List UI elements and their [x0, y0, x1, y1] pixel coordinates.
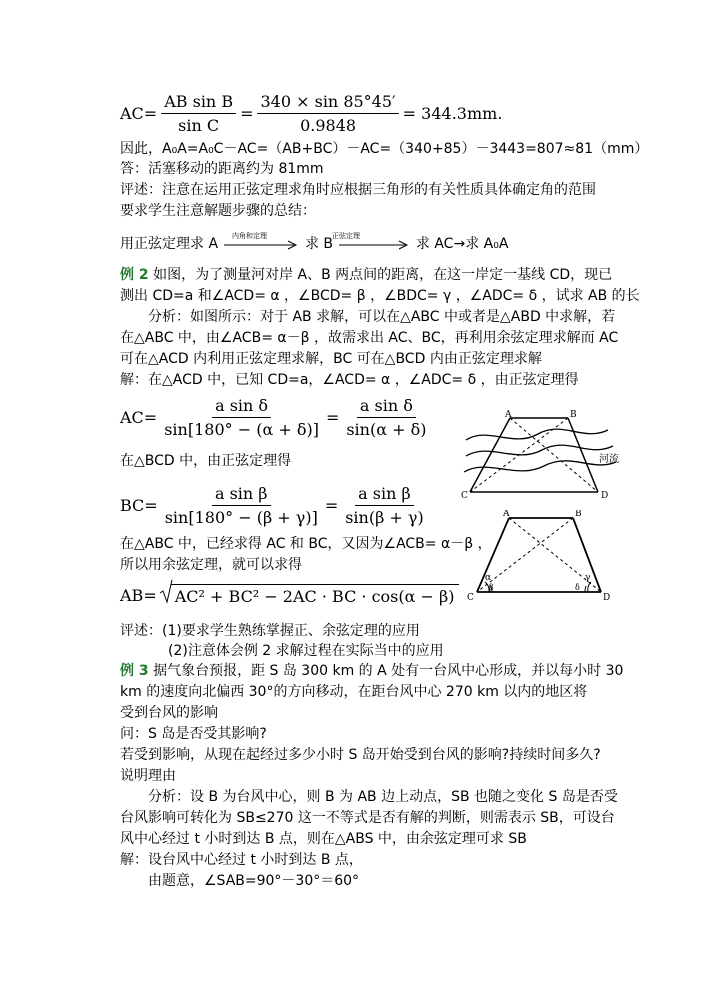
denominator: sin[180° − (β + γ)]: [164, 508, 318, 527]
text-line: 在△ABC 中，由∠ACB= α－β ，故需求出 AC、BC，再利用余弦定理求解而 AC: [120, 330, 619, 346]
text-line: 问：S 岛是否受其影响?: [120, 726, 267, 742]
numerator: a sin δ: [357, 396, 416, 418]
denominator: sin(β + γ): [345, 508, 424, 527]
radicand: AC² + BC² − 2AC · BC · cos(α − β): [171, 584, 459, 606]
denominator: sin C: [178, 116, 220, 135]
text-line: 台风影响可转化为 SB≤270 这一不等式是否有解的判断，则需表示 SB，可设台: [120, 810, 615, 826]
text-line: 受到台风的影响: [120, 705, 218, 721]
text-line: (2)注意体会例 2 求解过程在实际当中的应用: [168, 643, 444, 659]
text-line: 说明理由: [120, 768, 176, 784]
angle-label: δ: [575, 583, 580, 592]
text-line: 由题意，∠SAB=90°－30°＝60°: [148, 873, 360, 889]
angle-label: γ: [585, 573, 591, 583]
text-line: 解：设台风中心经过 t 小时到达 B 点，: [120, 852, 363, 868]
example-label: 例 3: [120, 663, 149, 679]
text-line: 评述：注意在运用正弦定理求角时应根据三角形的有关性质具体确定角的范围: [120, 182, 596, 198]
formula-result: = 344.3mm.: [402, 104, 503, 123]
equals: =: [240, 104, 254, 123]
vertex-label: A: [503, 510, 510, 519]
numerator: 340 × sin 85°45′: [257, 92, 398, 114]
text-line: 在△BCD 中，由正弦定理得: [120, 453, 292, 469]
text-line: 所以用余弦定理，就可以求得: [120, 557, 302, 573]
formula-ac-sin: [120, 92, 502, 135]
equals: =: [324, 496, 339, 515]
arrow-label: 正弦定理: [332, 232, 360, 240]
step-start: 用正弦定理求 A: [120, 236, 219, 252]
river-label: 河流: [599, 454, 619, 465]
fraction: [161, 396, 322, 439]
text-line: 评述：(1)要求学生熟练掌握正、余弦定理的应用: [120, 623, 420, 639]
vertex-label: C: [461, 491, 468, 501]
angle-label: β: [489, 583, 494, 592]
text-line: 分析：设 B 为台风中心，则 B 为 AB 边上动点，SB 也随之变化 S 岛是否受: [148, 789, 618, 805]
example-2-line: [120, 266, 612, 284]
formula-lhs: BC=: [120, 496, 158, 515]
text-line: km 的速度向北偏西 30°的方向移动，在距台风中心 270 km 以内的地区将: [120, 684, 588, 700]
river-figure: [458, 408, 628, 503]
fraction: [161, 92, 236, 135]
angle-label: α: [485, 573, 492, 583]
text-line: 因此，A₀A=A₀C－AC=（AB+BC）－AC=（340+85）－3443=807≈81（mm）: [120, 141, 649, 157]
trapezoid-figure: [465, 510, 615, 605]
text-line: 若受到影响，从现在起经过多少小时 S 岛开始受到台风的影响?持续时间多久?: [120, 747, 601, 763]
example-label: 例 2: [120, 267, 149, 283]
text-line: 解：在△ACD 中，已知 CD=a，∠ACD= α ，∠ADC= δ ，由正弦定理得: [120, 372, 579, 388]
text-line: 可在△ACD 内利用正弦定理求解，BC 可在△BCD 内由正弦定理求解: [120, 351, 542, 367]
step-mid: 求 B: [304, 236, 333, 252]
radical: [159, 584, 459, 606]
example-text: 据气象台预报，距 S 岛 300 km 的 A 处有一台风中心形成，并以每小时 30: [148, 663, 624, 679]
fraction: [257, 92, 398, 135]
denominator: sin(α + δ): [346, 420, 427, 439]
denominator: sin[180° − (α + δ)]: [164, 420, 319, 439]
denominator: 0.9848: [300, 116, 357, 135]
formula-lhs: AC=: [120, 408, 158, 427]
text-line: 风中心经过 t 小时到达 B 点，则在△ABS 中，由余弦定理可求 SB: [120, 831, 527, 847]
numerator: AB sin B: [161, 92, 236, 114]
vertex-label: D: [603, 593, 611, 603]
formula-ab: [120, 584, 459, 606]
vertex-label: B: [575, 510, 582, 519]
sqrt-icon: [159, 579, 173, 605]
numerator: a sin δ: [212, 396, 271, 418]
text-line: 答：活塞移动的距离约为 81mm: [120, 161, 324, 177]
step-end: 求 AC→求 A₀A: [415, 236, 509, 252]
formula-lhs: AC=: [120, 104, 158, 123]
vertex-label: B: [570, 410, 577, 420]
formula-ac: [120, 396, 433, 439]
formula-lhs: AB=: [120, 585, 157, 605]
fraction: [343, 396, 429, 439]
vertex-label: A: [505, 410, 512, 420]
text-line: 测出 CD=a 和∠ACD= α ，∠BCD= β ，∠BDC= γ ，∠ADC= δ ，试求 AB 的长: [120, 288, 640, 304]
fraction: [162, 484, 321, 527]
numerator: a sin β: [355, 484, 414, 506]
text-line: 分析：如图所示：对于 AB 求解，可以在△ABC 中或者是△ABD 中求解，若: [148, 309, 616, 325]
example-text: 如图，为了测量河对岸 A、B 两点间的距离，在这一岸定一基线 CD，现已: [148, 267, 613, 283]
equals: =: [325, 408, 340, 427]
example-3-line: [120, 662, 623, 680]
vertex-label: D: [601, 491, 609, 501]
step-chain: [120, 235, 508, 253]
text-line: 要求学生注意解题步骤的总结：: [120, 203, 316, 219]
vertex-label: C: [467, 593, 474, 603]
text-line: 在△ABC 中，已经求得 AC 和 BC，又因为∠ACB= α－β ，: [120, 536, 492, 552]
formula-bc: [120, 484, 431, 527]
arrow-label: 内角和定理: [232, 232, 267, 240]
numerator: a sin β: [212, 484, 271, 506]
fraction: [342, 484, 427, 527]
